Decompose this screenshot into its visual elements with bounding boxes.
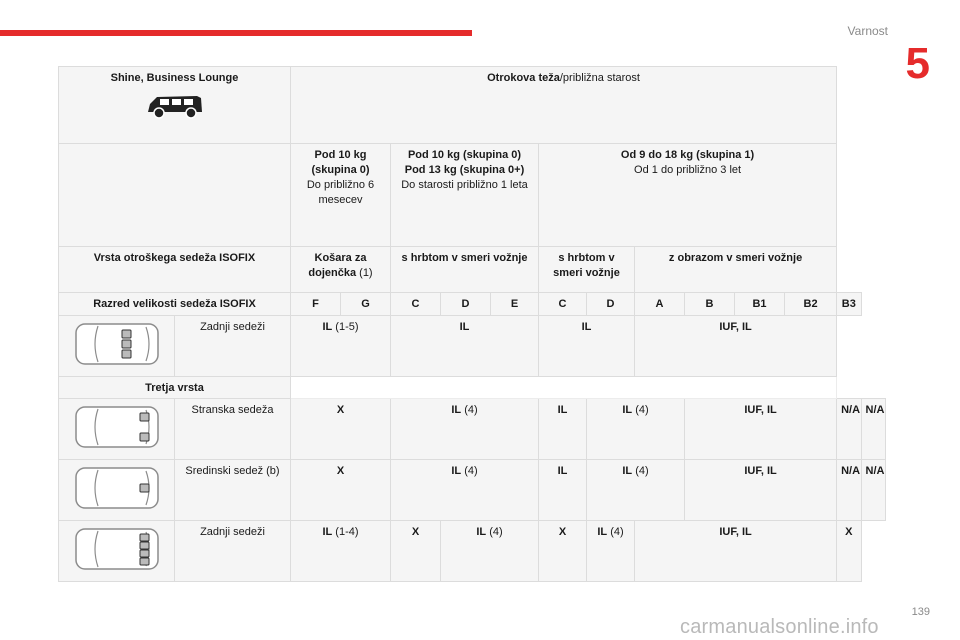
value-code: IL [476, 526, 487, 538]
carrycot-note: (1) [356, 267, 373, 279]
rear-bench-c-cell: X [391, 521, 441, 582]
weight-group-0 [291, 144, 391, 247]
car-plan-side-seats-icon [74, 405, 160, 449]
value-code: IL [622, 404, 633, 416]
middle-seat-d-cell [587, 460, 685, 521]
size-class-cell: F [291, 293, 341, 316]
seat-type-label: Vrsta otroškega sedeža ISOFIX [59, 247, 291, 293]
watermark: carmanualsonline.info [680, 616, 879, 638]
middle-seat-rear-facing-cell [391, 460, 539, 521]
child-weight-subtitle: /približna starost [559, 72, 640, 84]
empty-cell [291, 377, 837, 399]
rear-seats-rear-facing-cell-2: IL [539, 316, 635, 377]
value-code: IL [451, 404, 462, 416]
side-seats-d-cell [587, 399, 685, 460]
middle-seat-forward-cell: IUF, IL [685, 460, 837, 521]
table-header-row [59, 67, 886, 144]
empty-cell [59, 144, 291, 247]
value-note: (4) [632, 404, 649, 416]
size-class-cell: C [391, 293, 441, 316]
size-class-cell: D [587, 293, 635, 316]
value-note: (1-4) [332, 526, 359, 538]
side-seats-rear-facing-cell [391, 399, 539, 460]
page-number: 139 [911, 606, 930, 618]
value-note: (4) [486, 526, 503, 538]
value-note: (4) [461, 404, 478, 416]
group-0plus-title: Pod 13 kg (skupina 0+) [404, 164, 525, 176]
third-row-heading-row [59, 377, 886, 399]
value-code: IL [597, 526, 608, 538]
seat-plan-cell [59, 399, 175, 460]
side-seats-b2-cell: N/A [837, 399, 861, 460]
rear-bench-label: Zadnji sedeži [175, 521, 291, 582]
chapter-number: 5 [905, 39, 930, 88]
value-note: (4) [607, 526, 624, 538]
size-class-cell: B3 [837, 293, 861, 316]
size-class-cell: A [635, 293, 685, 316]
van-icon [145, 92, 205, 120]
car-plan-rear-row-icon [74, 322, 160, 366]
weight-group-row [59, 144, 886, 247]
side-seats-b3-cell: N/A [861, 399, 885, 460]
side-seats-forward-cell: IUF, IL [685, 399, 837, 460]
rear-bench-forward-cell: IUF, IL [635, 521, 837, 582]
third-row-label: Tretja vrsta [59, 377, 291, 399]
weight-group-0plus [391, 144, 539, 247]
section-title: Varnost [847, 24, 888, 38]
size-class-label: Razred velikosti sedeža ISOFIX [59, 293, 291, 316]
size-class-cell: B1 [735, 293, 785, 316]
weight-group-1 [539, 144, 837, 247]
car-plan-middle-seat-icon [74, 466, 160, 510]
rear-bench-carrycot-cell [291, 521, 391, 582]
size-class-cell: B [685, 293, 735, 316]
seat-type-row [59, 247, 886, 293]
middle-seat-row [59, 460, 886, 521]
carrycot-cell [291, 247, 391, 293]
isofix-table [58, 66, 886, 582]
rear-bench-de-cell [441, 521, 539, 582]
rear-bench-row [59, 521, 886, 582]
size-class-cell: B2 [785, 293, 837, 316]
forward-facing-cell: z obrazom v smeri vožnje [635, 247, 837, 293]
group-0plus-age: Do starosti približno 1 leta [401, 179, 528, 191]
rear-facing-cell-2: s hrbtom v smeri vožnje [539, 247, 635, 293]
rear-seats-forward-cell: IUF, IL [635, 316, 837, 377]
rear-facing-cell-1: s hrbtom v smeri vožnje [391, 247, 539, 293]
size-class-cell: C [539, 293, 587, 316]
seat-plan-cell [59, 316, 175, 377]
car-plan-rear-bench-icon [74, 527, 160, 571]
side-seats-carrycot-cell: X [291, 399, 391, 460]
rear-bench-c2-cell: X [539, 521, 587, 582]
middle-seat-label: Sredinski sedež (b) [175, 460, 291, 521]
carrycot-label: Košara za dojenčka [308, 252, 367, 279]
size-class-cell: D [441, 293, 491, 316]
rear-bench-b3-cell: X [837, 521, 861, 582]
side-seats-row [59, 399, 886, 460]
vehicle-version-label: Shine, Business Lounge [110, 72, 239, 84]
value-code: IL [322, 321, 333, 333]
seat-plan-cell [59, 521, 175, 582]
value-note: (4) [632, 465, 649, 477]
group-1-age: Od 1 do približno 3 let [634, 164, 742, 176]
rear-seats-rear-facing-cell: IL [391, 316, 539, 377]
middle-seat-carrycot-cell: X [291, 460, 391, 521]
value-code: IL [322, 526, 333, 538]
group-0-age: Do približno 6 mesecev [306, 179, 375, 206]
rear-seats-label: Zadnji sedeži [175, 316, 291, 377]
middle-seat-b2-cell: N/A [837, 460, 861, 521]
child-weight-header [291, 67, 837, 144]
child-weight-title: Otrokova teža [487, 72, 560, 84]
side-seats-label: Stranska sedeža [175, 399, 291, 460]
size-class-cell: G [341, 293, 391, 316]
side-seats-c-cell: IL [539, 399, 587, 460]
group-0-title-2: Pod 10 kg (skupina 0) [407, 149, 522, 161]
value-code: IL [622, 465, 633, 477]
value-note: (4) [461, 465, 478, 477]
value-note: (1-5) [332, 321, 359, 333]
vehicle-version-cell [59, 67, 291, 144]
seat-plan-cell [59, 460, 175, 521]
value-code: IL [451, 465, 462, 477]
rear-seats-row [59, 316, 886, 377]
middle-seat-c-cell: IL [539, 460, 587, 521]
group-0-title: Pod 10 kg (skupina 0) [311, 149, 370, 176]
size-class-row [59, 293, 886, 316]
chapter-accent-bar [0, 30, 472, 36]
rear-seats-carrycot-cell [291, 316, 391, 377]
middle-seat-b3-cell: N/A [861, 460, 885, 521]
rear-bench-d-cell [587, 521, 635, 582]
size-class-cell: E [491, 293, 539, 316]
group-1-title: Od 9 do 18 kg (skupina 1) [620, 149, 755, 161]
